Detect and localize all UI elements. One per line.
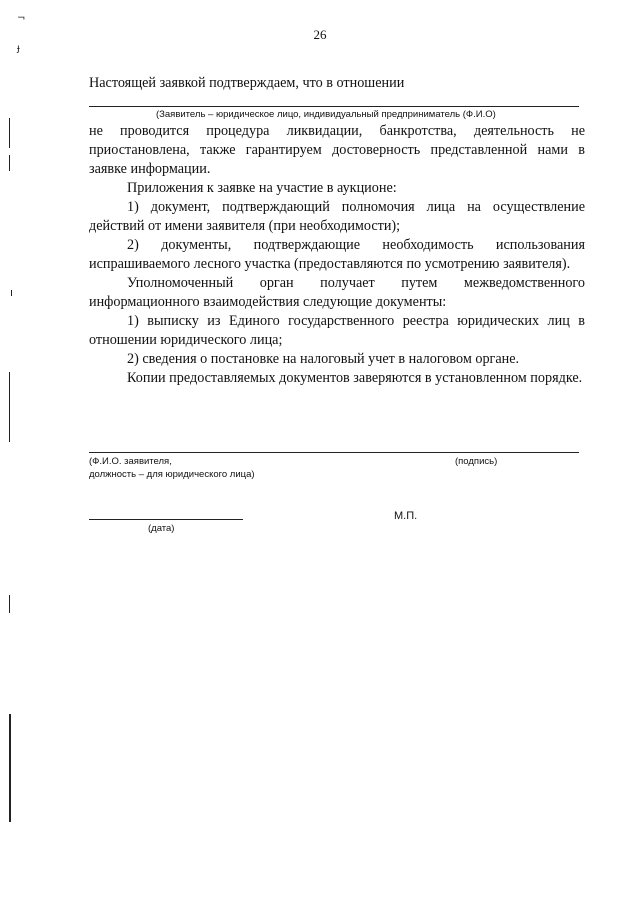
attachment-item: 1) документ, подтверждающий полномочия лица на осуществление действий от имени заявителя (при необходимости); [89, 199, 585, 234]
name-caption-line2: должность – для юридического лица) [89, 469, 255, 480]
applicant-caption: (Заявитель – юридическое лицо, индивидуальный предприниматель (Ф.И.О) [156, 109, 496, 120]
attachment-item: 2) документы, подтверждающие необходимость использования испрашиваемого лесного участка (предоставляются по усмотрению заявителя). [89, 237, 585, 272]
intro-line: Настоящей заявкой подтверждаем, что в отношении [89, 75, 405, 91]
signature-caption: (подпись) [455, 456, 498, 467]
authority-item: 2) сведения о постановке на налоговый учет в налоговом органе. [127, 351, 520, 367]
scan-mark: ¬ [17, 13, 26, 24]
copies-paragraph: Копии предоставляемых документов заверяются в установленном порядке. [127, 370, 583, 386]
scan-edge-line [11, 290, 12, 296]
applicant-name-line [89, 106, 579, 107]
main-text [89, 122, 585, 388]
intro-block [89, 74, 585, 93]
scan-mark: ɟ [17, 43, 20, 54]
authority-paragraph: Уполномоченный орган получает путем межведомственного информационного взаимодействия следующие документы: [89, 275, 585, 310]
authority-item: 1) выписку из Единого государственного реестра юридических лиц в отношении юридического лица; [89, 313, 585, 348]
scan-edge-line [9, 595, 10, 613]
scan-edge-line [9, 118, 10, 148]
date-line [89, 519, 243, 520]
page-number: 26 [313, 27, 327, 42]
scan-edge-line [9, 372, 10, 442]
paragraph-confirm: не проводится процедура ликвидации, банкротства, деятельность не приостановлена, также гарантируем достоверность представленной нами в заявке информации. [89, 123, 585, 177]
seal-label: М.П. [394, 510, 418, 522]
scan-edge-line [9, 714, 11, 822]
signature-line [89, 452, 579, 453]
name-caption-line1: (Ф.И.О. заявителя, [89, 456, 172, 467]
attachments-heading: Приложения к заявке на участие в аукционе: [127, 180, 397, 196]
date-caption: (дата) [148, 523, 175, 534]
scan-edge-line [9, 155, 10, 171]
